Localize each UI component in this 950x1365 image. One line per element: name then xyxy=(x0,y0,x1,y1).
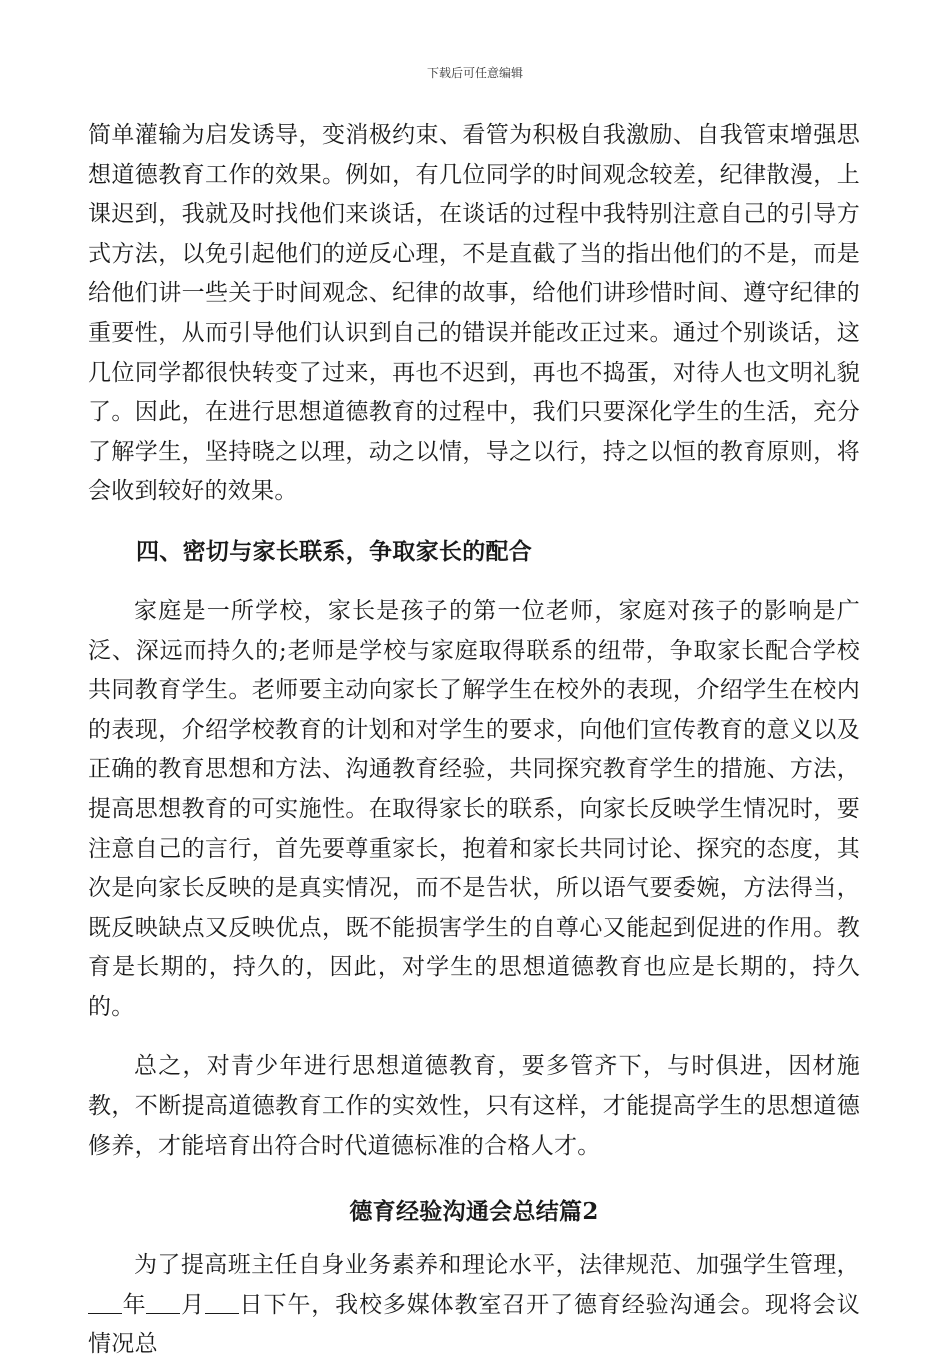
document-body xyxy=(88,116,860,1365)
year-label: 年 xyxy=(122,1291,147,1318)
section-heading-4: 四、密切与家长联系，争取家长的配合 xyxy=(136,537,533,565)
paragraph-meeting-intro xyxy=(88,1246,860,1365)
page-header-note: 下载后可任意编辑 xyxy=(426,66,523,80)
paragraph-family-cooperation: 家庭是一所学校，家长是孩子的第一位老师，家庭对孩子的影响是广泛、深远而持久的;老师是学校与家庭取得联系的纽带，争取家长配合学校共同教育学生。老师要主动向家长了解学生在校外的表现，介绍学生在校内的表现，介绍学校教育的计划和对学生的要求，向他们宣传教育的意义以及正确的教育思想和方法、沟通教育经验，共同探究教育学生的措施、方法，提高思想教育的可实施性。在取得家长的联系，向家长反映学生情况时，要注意自己的言行，首先要尊重家长，抱着和家长共同讨论、探究的态度，其次是向家长反映的是真实情况，而不是告状，所以语气要委婉，方法得当，既反映缺点又反映优点，既不能损害学生的自尊心又能起到促进的作用。教育是长期的，持久的，因此，对学生的思想道德教育也应是长期的，持久的。 xyxy=(88,597,860,1020)
paragraph-spacer xyxy=(88,1027,860,1047)
month-blank xyxy=(146,1291,180,1314)
paragraph-continued: 简单灌输为启发诱导，变消极约束、看管为积极自我激励、自我管束增强思想道德教育工作的效果。例如，有几位同学的时间观念较差，纪律散漫，上课迟到，我就及时找他们来谈话，在谈话的过程中我特别注意自己的引导方式方法，以免引起他们的逆反心理，不是直截了当的指出他们的不是，而是给他们讲一些关于时间观念、纪律的故事，给他们讲珍惜时间、遵守纪律的重要性，从而引导他们认识到自己的错误并能改正过来。通过个别谈话，这几位同学都很快转变了过来，再也不迟到，再也不捣蛋，对待人也文明礼貌了。因此，在进行思想道德教育的过程中，我们只要深化学生的生活，充分了解学生，坚持晓之以理，动之以情，导之以行，持之以恒的教育原则，将会收到较好的效果。 xyxy=(88,122,860,505)
meeting-intro-text: 为了提高班主任自身业务素养和理论水平，法律规范、加强学生管理， xyxy=(134,1252,860,1279)
month-label: 月 xyxy=(180,1291,205,1318)
meeting-intro-continued: 日下午，我校多媒体教室召开了德育经验沟通会。现将会议情况总 xyxy=(88,1291,860,1358)
document-title-2: 德育经验沟通会总结篇2 xyxy=(349,1198,599,1226)
day-blank xyxy=(205,1291,239,1314)
paragraph-conclusion: 总之，对青少年进行思想道德教育，要多管齐下，与时俱进，因材施教，不断提高道德教育工作的实效性，只有这样，才能提高学生的思想道德修养，才能培育出符合时代道德标准的合格人才。 xyxy=(88,1053,860,1159)
year-blank xyxy=(88,1291,122,1314)
